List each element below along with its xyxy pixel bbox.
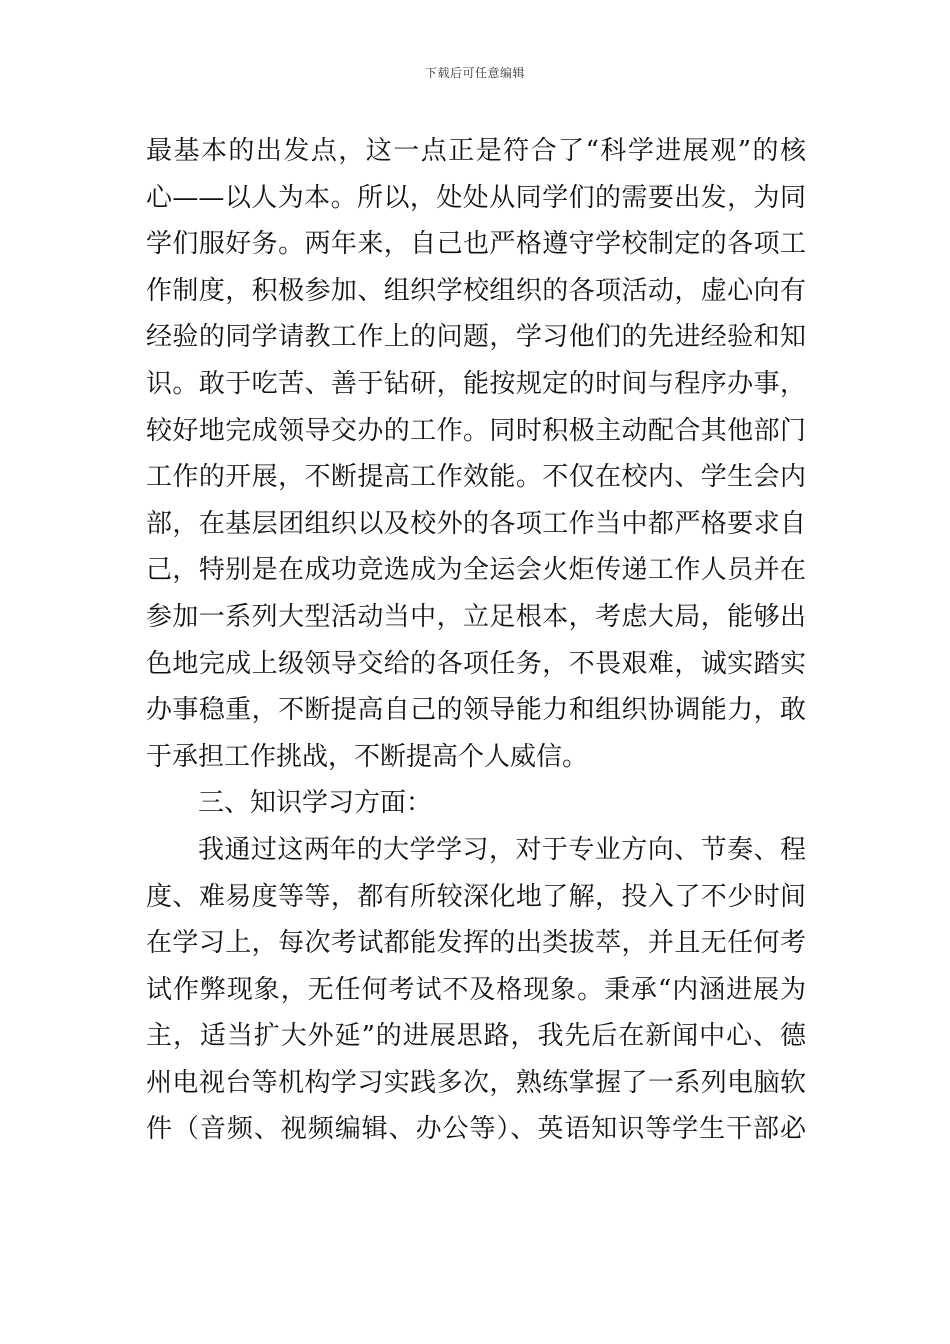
text-line: 在学习上，每次考试都能发挥的出类拔萃，并且无任何考 xyxy=(146,928,806,959)
text-line: 试作弊现象，无任何考试不及格现象。秉承“内涵进展为 xyxy=(146,974,806,1005)
text-line: 我通过这两年的大学学习，对于专业方向、节奏、程 xyxy=(198,834,806,865)
text-line: 州电视台等机构学习实践多次，熟练掌握了一系列电脑软 xyxy=(146,1067,806,1098)
text-line: 学们服好务。两年来，自己也严格遵守学校制定的各项工 xyxy=(146,229,806,260)
document-body xyxy=(146,128,806,1153)
text-line: 心——以人为本。所以，处处从同学们的需要出发，为同 xyxy=(146,182,806,213)
text-line: 最基本的出发点，这一点正是符合了“科学进展观”的核 xyxy=(146,136,806,166)
section-heading: 三、知识学习方面： xyxy=(198,788,433,819)
paragraph-work-attitude xyxy=(146,128,806,780)
text-line: 经验的同学请教工作上的问题，学习他们的先进经验和知 xyxy=(146,322,806,353)
text-line: 作制度，积极参加、组织学校组织的各项活动，虚心向有 xyxy=(146,275,806,306)
text-line: 主，适当扩大外延”的进展思路，我先后在新闻中心、德 xyxy=(146,1021,806,1052)
text-line: 参加一系列大型活动当中，立足根本，考虑大局，能够出 xyxy=(146,601,806,632)
text-line: 工作的开展，不断提高工作效能。不仅在校内、学生会内 xyxy=(146,462,806,493)
text-line: 识。敢于吃苦、善于钻研，能按规定的时间与程序办事， xyxy=(146,368,806,399)
text-line: 办事稳重，不断提高自己的领导能力和组织协调能力，敢 xyxy=(146,695,806,726)
text-line: 件（音频、视频编辑、办公等）、英语知识等学生干部必 xyxy=(146,1114,806,1145)
paragraph-study xyxy=(146,827,806,1153)
page-header-note: 下载后可任意编辑 xyxy=(424,66,525,80)
text-line: 较好地完成领导交办的工作。同时积极主动配合其他部门 xyxy=(146,415,806,446)
text-line: 部，在基层团组织以及校外的各项工作当中都严格要求自 xyxy=(146,508,806,539)
text-line: 色地完成上级领导交给的各项任务，不畏艰难，诚实踏实 xyxy=(146,648,806,679)
text-line: 于承担工作挑战，不断提高个人威信。 xyxy=(146,741,589,772)
text-line: 度、难易度等等，都有所较深化地了解，投入了不少时间 xyxy=(146,881,806,912)
text-line: 己，特别是在成功竞选成为全运会火炬传递工作人员并在 xyxy=(146,555,806,586)
